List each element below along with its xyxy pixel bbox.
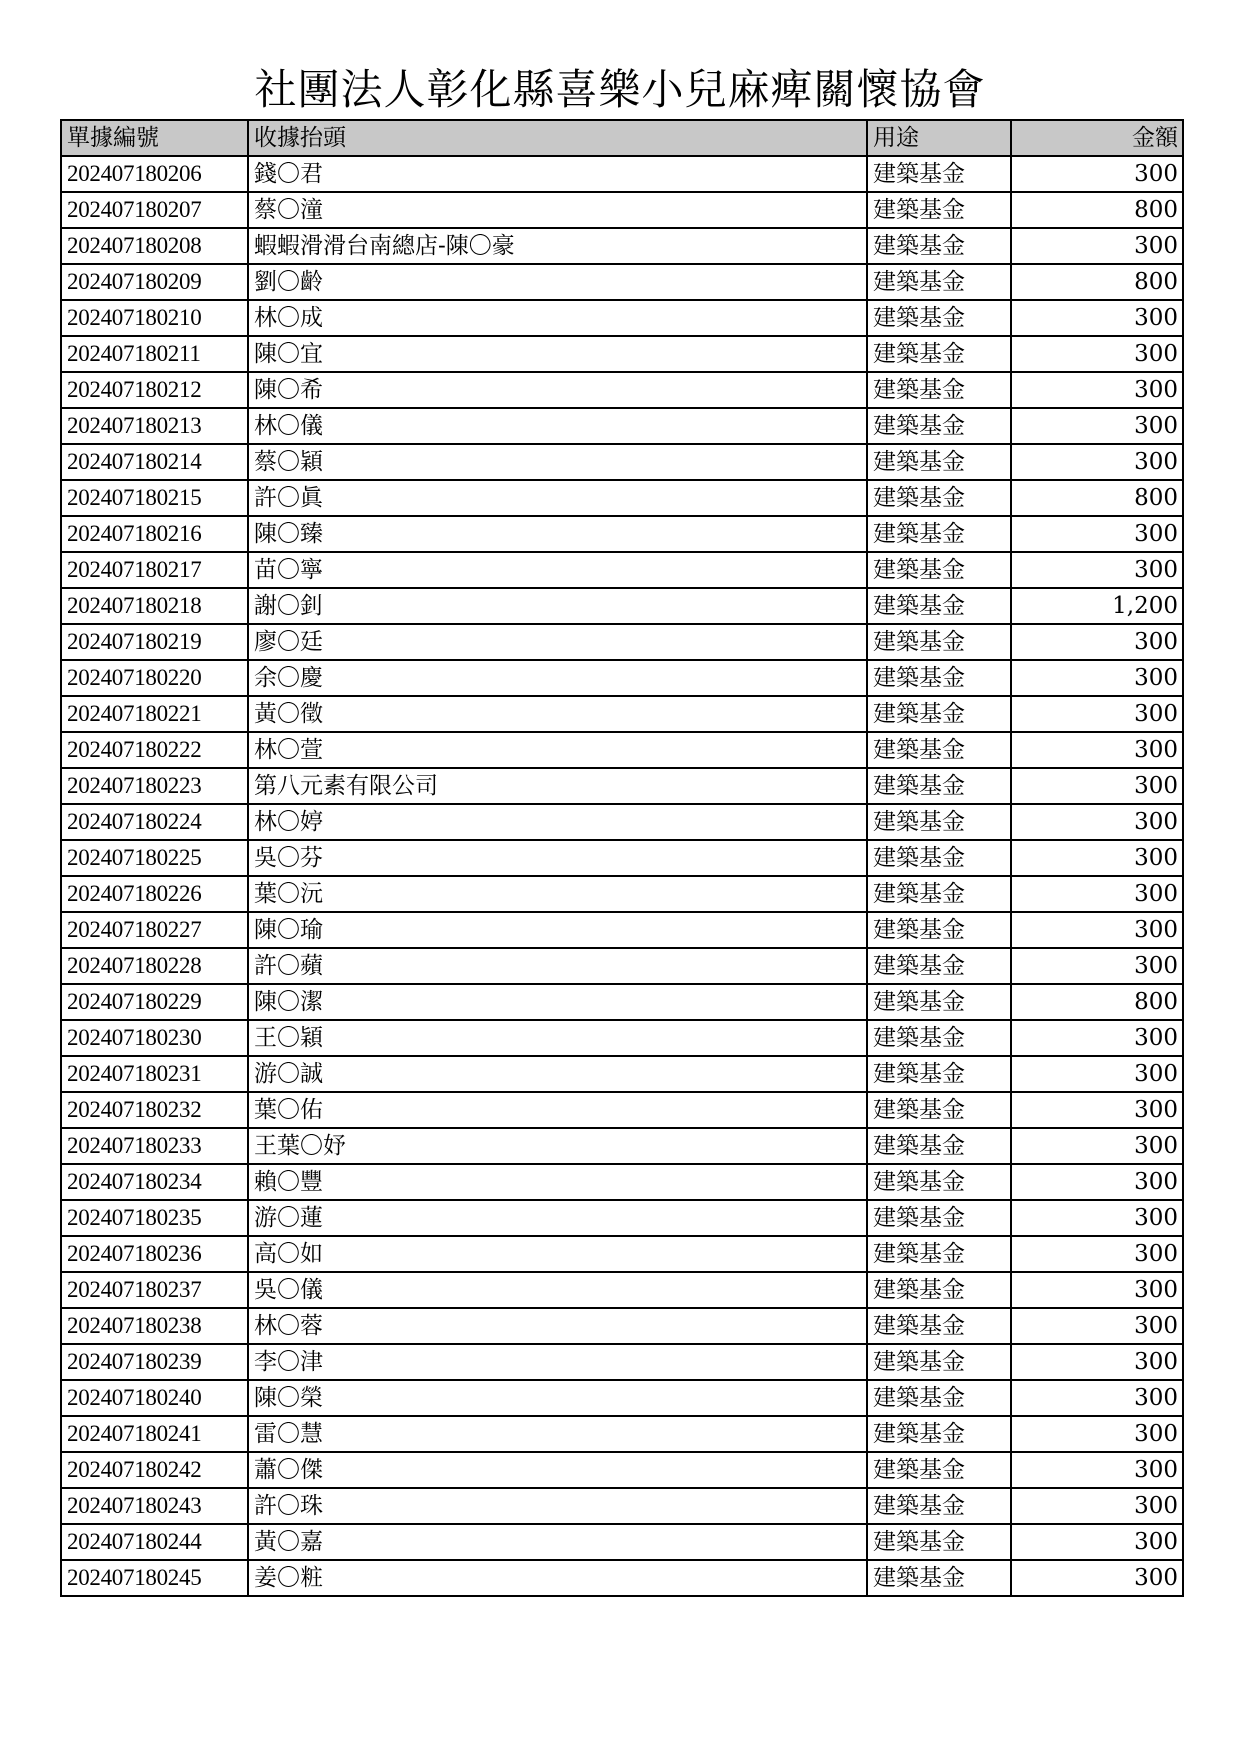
- table-row: [61, 264, 1183, 300]
- amount-cell: 300: [1011, 624, 1183, 660]
- receipt-no-cell: 202407180234: [61, 1164, 248, 1200]
- payee-cell: 黃〇徵: [248, 696, 867, 732]
- amount-cell: 300: [1011, 1092, 1183, 1128]
- payee-cell: 姜〇粧: [248, 1560, 867, 1596]
- payee-cell: 游〇誠: [248, 1056, 867, 1092]
- payee-cell: 林〇儀: [248, 408, 867, 444]
- payee-cell: 苗〇寧: [248, 552, 867, 588]
- table-row: [61, 1092, 1183, 1128]
- payee-cell: 黃〇嘉: [248, 1524, 867, 1560]
- payee-cell: 葉〇沅: [248, 876, 867, 912]
- payee-cell: 陳〇瑜: [248, 912, 867, 948]
- table-row: [61, 300, 1183, 336]
- receipt-no-cell: 202407180229: [61, 984, 248, 1020]
- table-row: [61, 624, 1183, 660]
- table-row: [61, 984, 1183, 1020]
- purpose-cell: 建築基金: [867, 264, 1011, 300]
- payee-cell: 陳〇宜: [248, 336, 867, 372]
- table-row: [61, 156, 1183, 192]
- table-row: [61, 444, 1183, 480]
- receipt-no-cell: 202407180223: [61, 768, 248, 804]
- payee-cell: 林〇蓉: [248, 1308, 867, 1344]
- header-amount: 金額: [1011, 120, 1183, 156]
- amount-cell: 300: [1011, 1200, 1183, 1236]
- payee-cell: 廖〇廷: [248, 624, 867, 660]
- payee-cell: 錢〇君: [248, 156, 867, 192]
- purpose-cell: 建築基金: [867, 1056, 1011, 1092]
- table-row: [61, 660, 1183, 696]
- receipt-no-cell: 202407180243: [61, 1488, 248, 1524]
- purpose-cell: 建築基金: [867, 408, 1011, 444]
- purpose-cell: 建築基金: [867, 840, 1011, 876]
- receipt-no-cell: 202407180239: [61, 1344, 248, 1380]
- purpose-cell: 建築基金: [867, 876, 1011, 912]
- amount-cell: 300: [1011, 912, 1183, 948]
- amount-cell: 300: [1011, 1128, 1183, 1164]
- payee-cell: 蔡〇穎: [248, 444, 867, 480]
- purpose-cell: 建築基金: [867, 1128, 1011, 1164]
- payee-cell: 許〇珠: [248, 1488, 867, 1524]
- purpose-cell: 建築基金: [867, 696, 1011, 732]
- receipt-no-cell: 202407180219: [61, 624, 248, 660]
- receipt-no-cell: 202407180245: [61, 1560, 248, 1596]
- amount-cell: 300: [1011, 516, 1183, 552]
- table-row: [61, 1488, 1183, 1524]
- receipt-no-cell: 202407180211: [61, 336, 248, 372]
- payee-cell: 高〇如: [248, 1236, 867, 1272]
- table-row: [61, 1200, 1183, 1236]
- table-row: [61, 1164, 1183, 1200]
- payee-cell: 陳〇臻: [248, 516, 867, 552]
- payee-cell: 蔡〇潼: [248, 192, 867, 228]
- payee-cell: 陳〇榮: [248, 1380, 867, 1416]
- purpose-cell: 建築基金: [867, 192, 1011, 228]
- amount-cell: 300: [1011, 444, 1183, 480]
- receipt-no-cell: 202407180213: [61, 408, 248, 444]
- receipt-no-cell: 202407180227: [61, 912, 248, 948]
- purpose-cell: 建築基金: [867, 768, 1011, 804]
- payee-cell: 許〇眞: [248, 480, 867, 516]
- receipt-no-cell: 202407180207: [61, 192, 248, 228]
- payee-cell: 王葉〇妤: [248, 1128, 867, 1164]
- receipt-no-cell: 202407180238: [61, 1308, 248, 1344]
- receipt-no-cell: 202407180218: [61, 588, 248, 624]
- table-row: [61, 1560, 1183, 1596]
- table-row: [61, 228, 1183, 264]
- table-row: [61, 408, 1183, 444]
- table-row: [61, 192, 1183, 228]
- payee-cell: 李〇津: [248, 1344, 867, 1380]
- receipt-no-cell: 202407180225: [61, 840, 248, 876]
- purpose-cell: 建築基金: [867, 624, 1011, 660]
- receipt-no-cell: 202407180217: [61, 552, 248, 588]
- table-row: [61, 876, 1183, 912]
- table-row: [61, 1524, 1183, 1560]
- purpose-cell: 建築基金: [867, 1416, 1011, 1452]
- payee-cell: 王〇穎: [248, 1020, 867, 1056]
- payee-cell: 葉〇佑: [248, 1092, 867, 1128]
- table-row: [61, 1380, 1183, 1416]
- amount-cell: 300: [1011, 300, 1183, 336]
- table-row: [61, 696, 1183, 732]
- amount-cell: 300: [1011, 876, 1183, 912]
- purpose-cell: 建築基金: [867, 480, 1011, 516]
- amount-cell: 300: [1011, 336, 1183, 372]
- purpose-cell: 建築基金: [867, 1272, 1011, 1308]
- amount-cell: 300: [1011, 372, 1183, 408]
- purpose-cell: 建築基金: [867, 156, 1011, 192]
- purpose-cell: 建築基金: [867, 1200, 1011, 1236]
- amount-cell: 300: [1011, 1524, 1183, 1560]
- header-purpose: 用途: [867, 120, 1011, 156]
- table-row: [61, 480, 1183, 516]
- receipt-no-cell: 202407180222: [61, 732, 248, 768]
- purpose-cell: 建築基金: [867, 984, 1011, 1020]
- receipt-no-cell: 202407180233: [61, 1128, 248, 1164]
- purpose-cell: 建築基金: [867, 372, 1011, 408]
- amount-cell: 300: [1011, 1056, 1183, 1092]
- table-header: [61, 120, 1183, 156]
- receipt-no-cell: 202407180241: [61, 1416, 248, 1452]
- amount-cell: 300: [1011, 1020, 1183, 1056]
- purpose-cell: 建築基金: [867, 552, 1011, 588]
- payee-cell: 劉〇齡: [248, 264, 867, 300]
- purpose-cell: 建築基金: [867, 1560, 1011, 1596]
- amount-cell: 800: [1011, 264, 1183, 300]
- purpose-cell: 建築基金: [867, 912, 1011, 948]
- table-body: [61, 156, 1183, 1596]
- table-row: [61, 732, 1183, 768]
- receipt-no-cell: 202407180209: [61, 264, 248, 300]
- amount-cell: 300: [1011, 156, 1183, 192]
- table-row: [61, 912, 1183, 948]
- purpose-cell: 建築基金: [867, 444, 1011, 480]
- purpose-cell: 建築基金: [867, 948, 1011, 984]
- amount-cell: 300: [1011, 1488, 1183, 1524]
- amount-cell: 300: [1011, 552, 1183, 588]
- receipt-no-cell: 202407180230: [61, 1020, 248, 1056]
- table-row: [61, 804, 1183, 840]
- receipt-no-cell: 202407180208: [61, 228, 248, 264]
- receipt-no-cell: 202407180231: [61, 1056, 248, 1092]
- receipt-no-cell: 202407180232: [61, 1092, 248, 1128]
- receipts-table: [60, 119, 1184, 1597]
- purpose-cell: 建築基金: [867, 300, 1011, 336]
- receipt-no-cell: 202407180214: [61, 444, 248, 480]
- receipt-no-cell: 202407180215: [61, 480, 248, 516]
- purpose-cell: 建築基金: [867, 1524, 1011, 1560]
- receipt-no-cell: 202407180228: [61, 948, 248, 984]
- table-row: [61, 948, 1183, 984]
- purpose-cell: 建築基金: [867, 1308, 1011, 1344]
- purpose-cell: 建築基金: [867, 1092, 1011, 1128]
- receipt-no-cell: 202407180235: [61, 1200, 248, 1236]
- amount-cell: 300: [1011, 1452, 1183, 1488]
- amount-cell: 300: [1011, 660, 1183, 696]
- amount-cell: 800: [1011, 984, 1183, 1020]
- purpose-cell: 建築基金: [867, 1164, 1011, 1200]
- table-row: [61, 768, 1183, 804]
- table-row: [61, 1272, 1183, 1308]
- purpose-cell: 建築基金: [867, 1380, 1011, 1416]
- amount-cell: 300: [1011, 732, 1183, 768]
- purpose-cell: 建築基金: [867, 1236, 1011, 1272]
- header-receipt-no: 單據編號: [61, 120, 248, 156]
- amount-cell: 300: [1011, 1164, 1183, 1200]
- payee-cell: 吳〇芬: [248, 840, 867, 876]
- page-title: 社團法人彰化縣喜樂小兒麻痺關懷協會: [254, 65, 986, 114]
- payee-cell: 雷〇慧: [248, 1416, 867, 1452]
- payee-cell: 陳〇潔: [248, 984, 867, 1020]
- receipt-no-cell: 202407180221: [61, 696, 248, 732]
- payee-cell: 陳〇希: [248, 372, 867, 408]
- amount-cell: 800: [1011, 480, 1183, 516]
- table-row: [61, 840, 1183, 876]
- payee-cell: 林〇萱: [248, 732, 867, 768]
- purpose-cell: 建築基金: [867, 516, 1011, 552]
- table-row: [61, 516, 1183, 552]
- table-row: [61, 1452, 1183, 1488]
- payee-cell: 吳〇儀: [248, 1272, 867, 1308]
- payee-cell: 余〇慶: [248, 660, 867, 696]
- receipt-no-cell: 202407180226: [61, 876, 248, 912]
- purpose-cell: 建築基金: [867, 1452, 1011, 1488]
- purpose-cell: 建築基金: [867, 228, 1011, 264]
- receipt-no-cell: 202407180224: [61, 804, 248, 840]
- table-row: [61, 588, 1183, 624]
- table-row: [61, 1416, 1183, 1452]
- table-row: [61, 552, 1183, 588]
- payee-cell: 林〇婷: [248, 804, 867, 840]
- purpose-cell: 建築基金: [867, 660, 1011, 696]
- amount-cell: 300: [1011, 1272, 1183, 1308]
- purpose-cell: 建築基金: [867, 336, 1011, 372]
- amount-cell: 300: [1011, 1344, 1183, 1380]
- receipt-no-cell: 202407180242: [61, 1452, 248, 1488]
- table-row: [61, 1020, 1183, 1056]
- table-row: [61, 372, 1183, 408]
- receipt-no-cell: 202407180236: [61, 1236, 248, 1272]
- table-row: [61, 1236, 1183, 1272]
- receipt-no-cell: 202407180206: [61, 156, 248, 192]
- amount-cell: 1,200: [1011, 588, 1183, 624]
- payee-cell: 蕭〇傑: [248, 1452, 867, 1488]
- table-row: [61, 1344, 1183, 1380]
- receipt-no-cell: 202407180216: [61, 516, 248, 552]
- receipt-no-cell: 202407180237: [61, 1272, 248, 1308]
- receipt-no-cell: 202407180240: [61, 1380, 248, 1416]
- receipt-no-cell: 202407180210: [61, 300, 248, 336]
- receipt-no-cell: 202407180220: [61, 660, 248, 696]
- amount-cell: 300: [1011, 1308, 1183, 1344]
- table-row: [61, 336, 1183, 372]
- amount-cell: 800: [1011, 192, 1183, 228]
- purpose-cell: 建築基金: [867, 1020, 1011, 1056]
- table-row: [61, 1308, 1183, 1344]
- payee-cell: 游〇蓮: [248, 1200, 867, 1236]
- receipt-no-cell: 202407180244: [61, 1524, 248, 1560]
- header-row: [61, 120, 1183, 156]
- amount-cell: 300: [1011, 1236, 1183, 1272]
- amount-cell: 300: [1011, 768, 1183, 804]
- amount-cell: 300: [1011, 696, 1183, 732]
- amount-cell: 300: [1011, 804, 1183, 840]
- payee-cell: 林〇成: [248, 300, 867, 336]
- payee-cell: 謝〇釗: [248, 588, 867, 624]
- purpose-cell: 建築基金: [867, 804, 1011, 840]
- table-row: [61, 1056, 1183, 1092]
- amount-cell: 300: [1011, 408, 1183, 444]
- header-payee: 收據抬頭: [248, 120, 867, 156]
- receipt-no-cell: 202407180212: [61, 372, 248, 408]
- purpose-cell: 建築基金: [867, 1344, 1011, 1380]
- purpose-cell: 建築基金: [867, 732, 1011, 768]
- amount-cell: 300: [1011, 840, 1183, 876]
- amount-cell: 300: [1011, 228, 1183, 264]
- amount-cell: 300: [1011, 1560, 1183, 1596]
- amount-cell: 300: [1011, 1380, 1183, 1416]
- purpose-cell: 建築基金: [867, 588, 1011, 624]
- payee-cell: 賴〇豐: [248, 1164, 867, 1200]
- payee-cell: 蝦蝦滑滑台南總店-陳〇豪: [248, 228, 867, 264]
- amount-cell: 300: [1011, 1416, 1183, 1452]
- purpose-cell: 建築基金: [867, 1488, 1011, 1524]
- payee-cell: 第八元素有限公司: [248, 768, 867, 804]
- payee-cell: 許〇蘋: [248, 948, 867, 984]
- amount-cell: 300: [1011, 948, 1183, 984]
- table-row: [61, 1128, 1183, 1164]
